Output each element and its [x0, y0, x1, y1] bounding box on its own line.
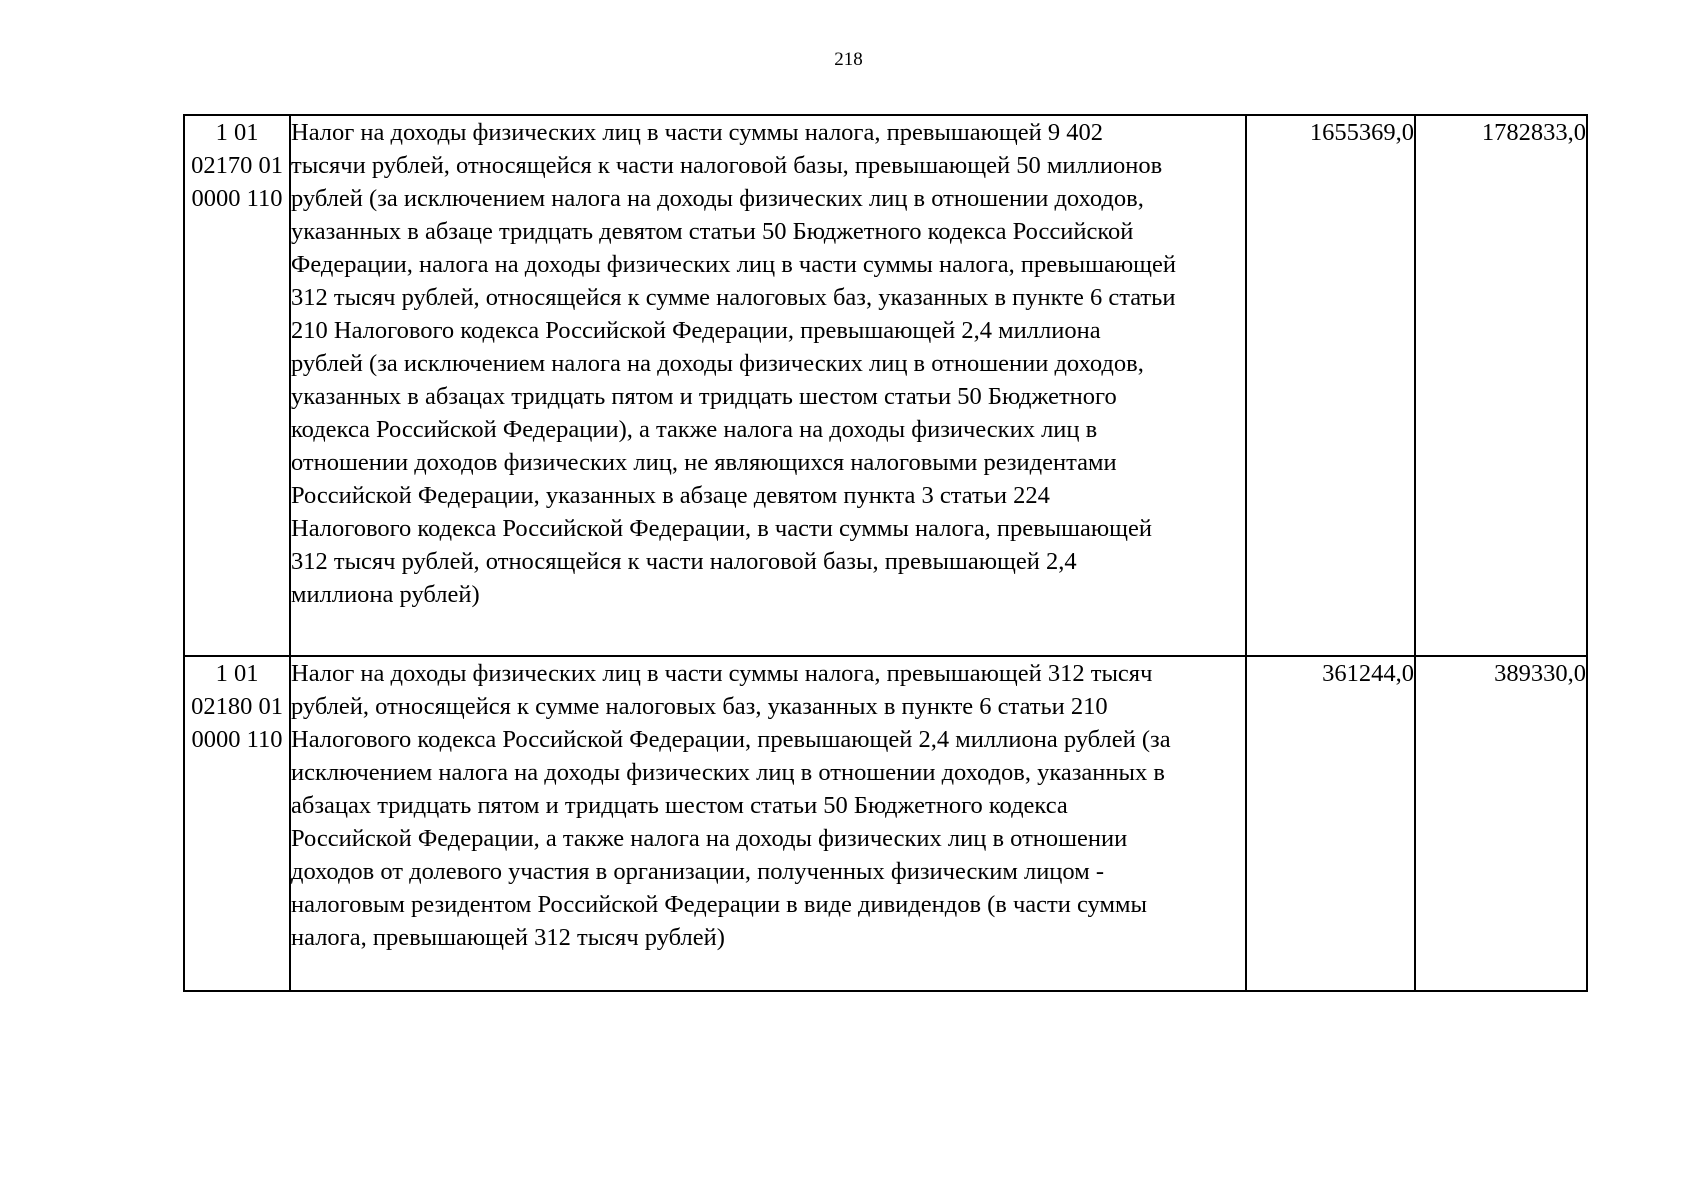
- text-line: Налогового кодекса Российской Федерации, превышающей 2,4 миллиона рублей (за: [291, 726, 1171, 753]
- text-line: 02170 01: [191, 152, 283, 179]
- text-line: Налог на доходы физических лиц в части суммы налога, превышающей 312 тысяч: [291, 660, 1153, 687]
- text-line: абзацах тридцать пятом и тридцать шестом статьи 50 Бюджетного кодекса: [291, 792, 1068, 819]
- budget-table: [183, 114, 1588, 992]
- table-row: [184, 656, 1587, 991]
- amount-cell-2: 389330,0: [1415, 656, 1587, 991]
- text-line: Налог на доходы физических лиц в части суммы налога, превышающей 9 402: [291, 119, 1104, 146]
- text-line: налога, превышающей 312 тысяч рублей): [291, 924, 725, 951]
- text-line: кодекса Российской Федерации), а также налога на доходы физических лиц в: [291, 416, 1098, 443]
- budget-code-cell: [184, 115, 290, 656]
- text-line: 0000 110: [191, 726, 283, 753]
- text-line: Налогового кодекса Российской Федерации, в части суммы налога, превышающей: [291, 515, 1153, 542]
- text-line: 312 тысяч рублей, относящейся к сумме налоговых баз, указанных в пункте 6 статьи: [291, 284, 1176, 311]
- page-number: 218: [834, 49, 863, 70]
- amount-cell-1: 1655369,0: [1246, 115, 1415, 656]
- text-line: тысячи рублей, относящейся к части налоговой базы, превышающей 50 миллионов: [291, 152, 1163, 179]
- text-line: рублей (за исключением налога на доходы физических лиц в отношении доходов,: [291, 185, 1144, 212]
- text-line: миллиона рублей): [291, 581, 480, 608]
- description-cell: [290, 115, 1246, 656]
- text-line: рублей (за исключением налога на доходы физических лиц в отношении доходов,: [291, 350, 1144, 377]
- table-row: [184, 115, 1587, 656]
- text-line: Российской Федерации, а также налога на доходы физических лиц в отношении: [291, 825, 1128, 852]
- text-line: Федерации, налога на доходы физических лиц в части суммы налога, превышающей: [291, 251, 1177, 278]
- description-cell: [290, 656, 1246, 991]
- amount-cell-2: 1782833,0: [1415, 115, 1587, 656]
- budget-code-cell: [184, 656, 290, 991]
- text-line: 1 01: [215, 119, 259, 146]
- text-line: указанных в абзацах тридцать пятом и тридцать шестом статьи 50 Бюджетного: [291, 383, 1117, 410]
- text-line: 02180 01: [191, 693, 283, 720]
- text-line: отношении доходов физических лиц, не являющихся налоговыми резидентами: [291, 449, 1117, 476]
- text-line: исключением налога на доходы физических лиц в отношении доходов, указанных в: [291, 759, 1165, 786]
- text-line: рублей, относящейся к сумме налоговых баз, указанных в пункте 6 статьи 210: [291, 693, 1108, 720]
- amount-cell-1: 361244,0: [1246, 656, 1415, 991]
- text-line: Российской Федерации, указанных в абзаце девятом пункта 3 статьи 224: [291, 482, 1050, 509]
- text-line: 312 тысяч рублей, относящейся к части налоговой базы, превышающей 2,4: [291, 548, 1077, 575]
- text-line: 1 01: [215, 660, 259, 687]
- text-line: указанных в абзаце тридцать девятом статьи 50 Бюджетного кодекса Российской: [291, 218, 1134, 245]
- text-line: 0000 110: [191, 185, 283, 212]
- text-line: налоговым резидентом Российской Федерации в виде дивидендов (в части суммы: [291, 891, 1147, 918]
- text-line: доходов от долевого участия в организации, полученных физическим лицом -: [291, 858, 1104, 885]
- text-line: 210 Налогового кодекса Российской Федерации, превышающей 2,4 миллиона: [291, 317, 1101, 344]
